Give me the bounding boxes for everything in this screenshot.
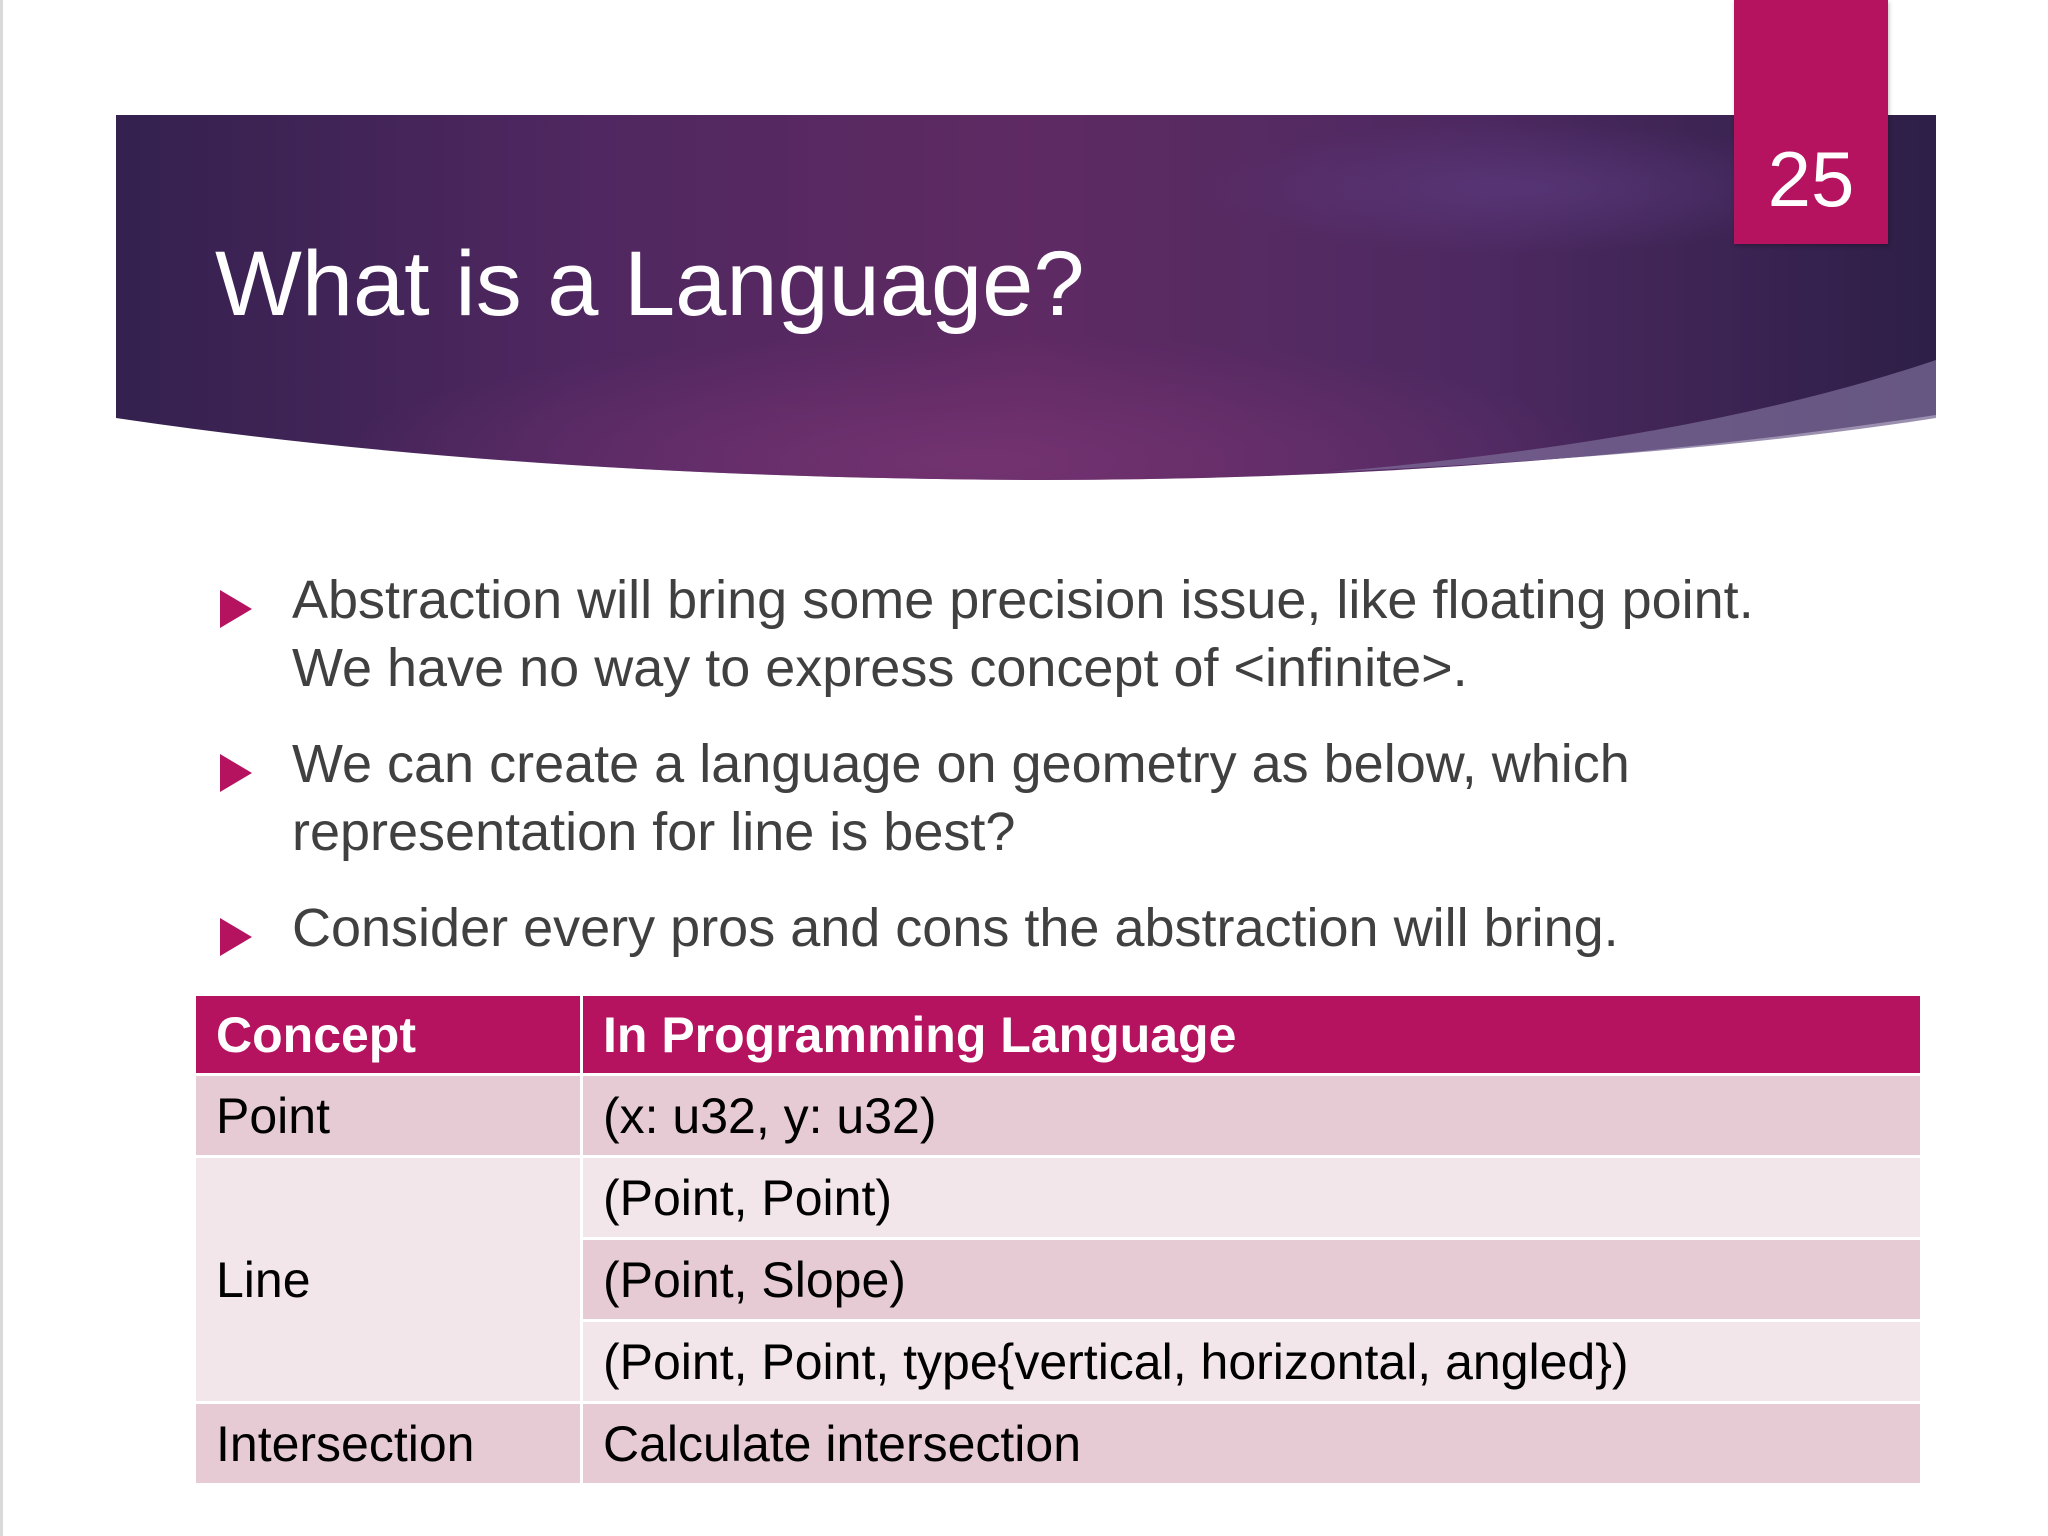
triangle-bullet-icon	[220, 590, 252, 628]
concept-cell: Intersection	[195, 1403, 582, 1485]
page-number: 25	[1767, 135, 1855, 223]
bullet-text-line: Abstraction will bring some precision issue, like floating point.	[292, 570, 1754, 630]
bullet-text-line: We have no way to express concept of <infinite>.	[292, 638, 1468, 698]
table-header-row	[195, 995, 1922, 1075]
page-number-badge	[1734, 0, 1888, 244]
triangle-bullet-icon	[220, 754, 252, 792]
value-cell: (Point, Point, type{vertical, horizontal, angled})	[582, 1321, 1922, 1403]
concept-cell: Point	[195, 1075, 582, 1157]
table-row	[195, 1157, 1922, 1239]
concept-table	[193, 993, 1923, 1486]
bullet-text-line: Consider every pros and cons the abstraction will bring.	[292, 898, 1619, 958]
table-row	[195, 1403, 1922, 1485]
triangle-bullet-icon	[220, 918, 252, 956]
bullet-text-line: We can create a language on geometry as below, which	[292, 734, 1630, 794]
value-cell: (x: u32, y: u32)	[582, 1075, 1922, 1157]
bullet-text-line: representation for line is best?	[292, 802, 1016, 862]
bullet-item	[210, 894, 1860, 962]
column-header-programming-language: In Programming Language	[582, 995, 1922, 1075]
value-cell: (Point, Slope)	[582, 1239, 1922, 1321]
table-row	[195, 1075, 1922, 1157]
bullet-item	[210, 566, 1860, 702]
bullet-item	[210, 730, 1860, 866]
slide-title: What is a Language?	[215, 233, 1085, 335]
column-header-concept: Concept	[195, 995, 582, 1075]
value-cell: Calculate intersection	[582, 1403, 1922, 1485]
concept-cell: Line	[195, 1157, 582, 1403]
value-cell: (Point, Point)	[582, 1157, 1922, 1239]
bullet-list	[210, 566, 1860, 990]
